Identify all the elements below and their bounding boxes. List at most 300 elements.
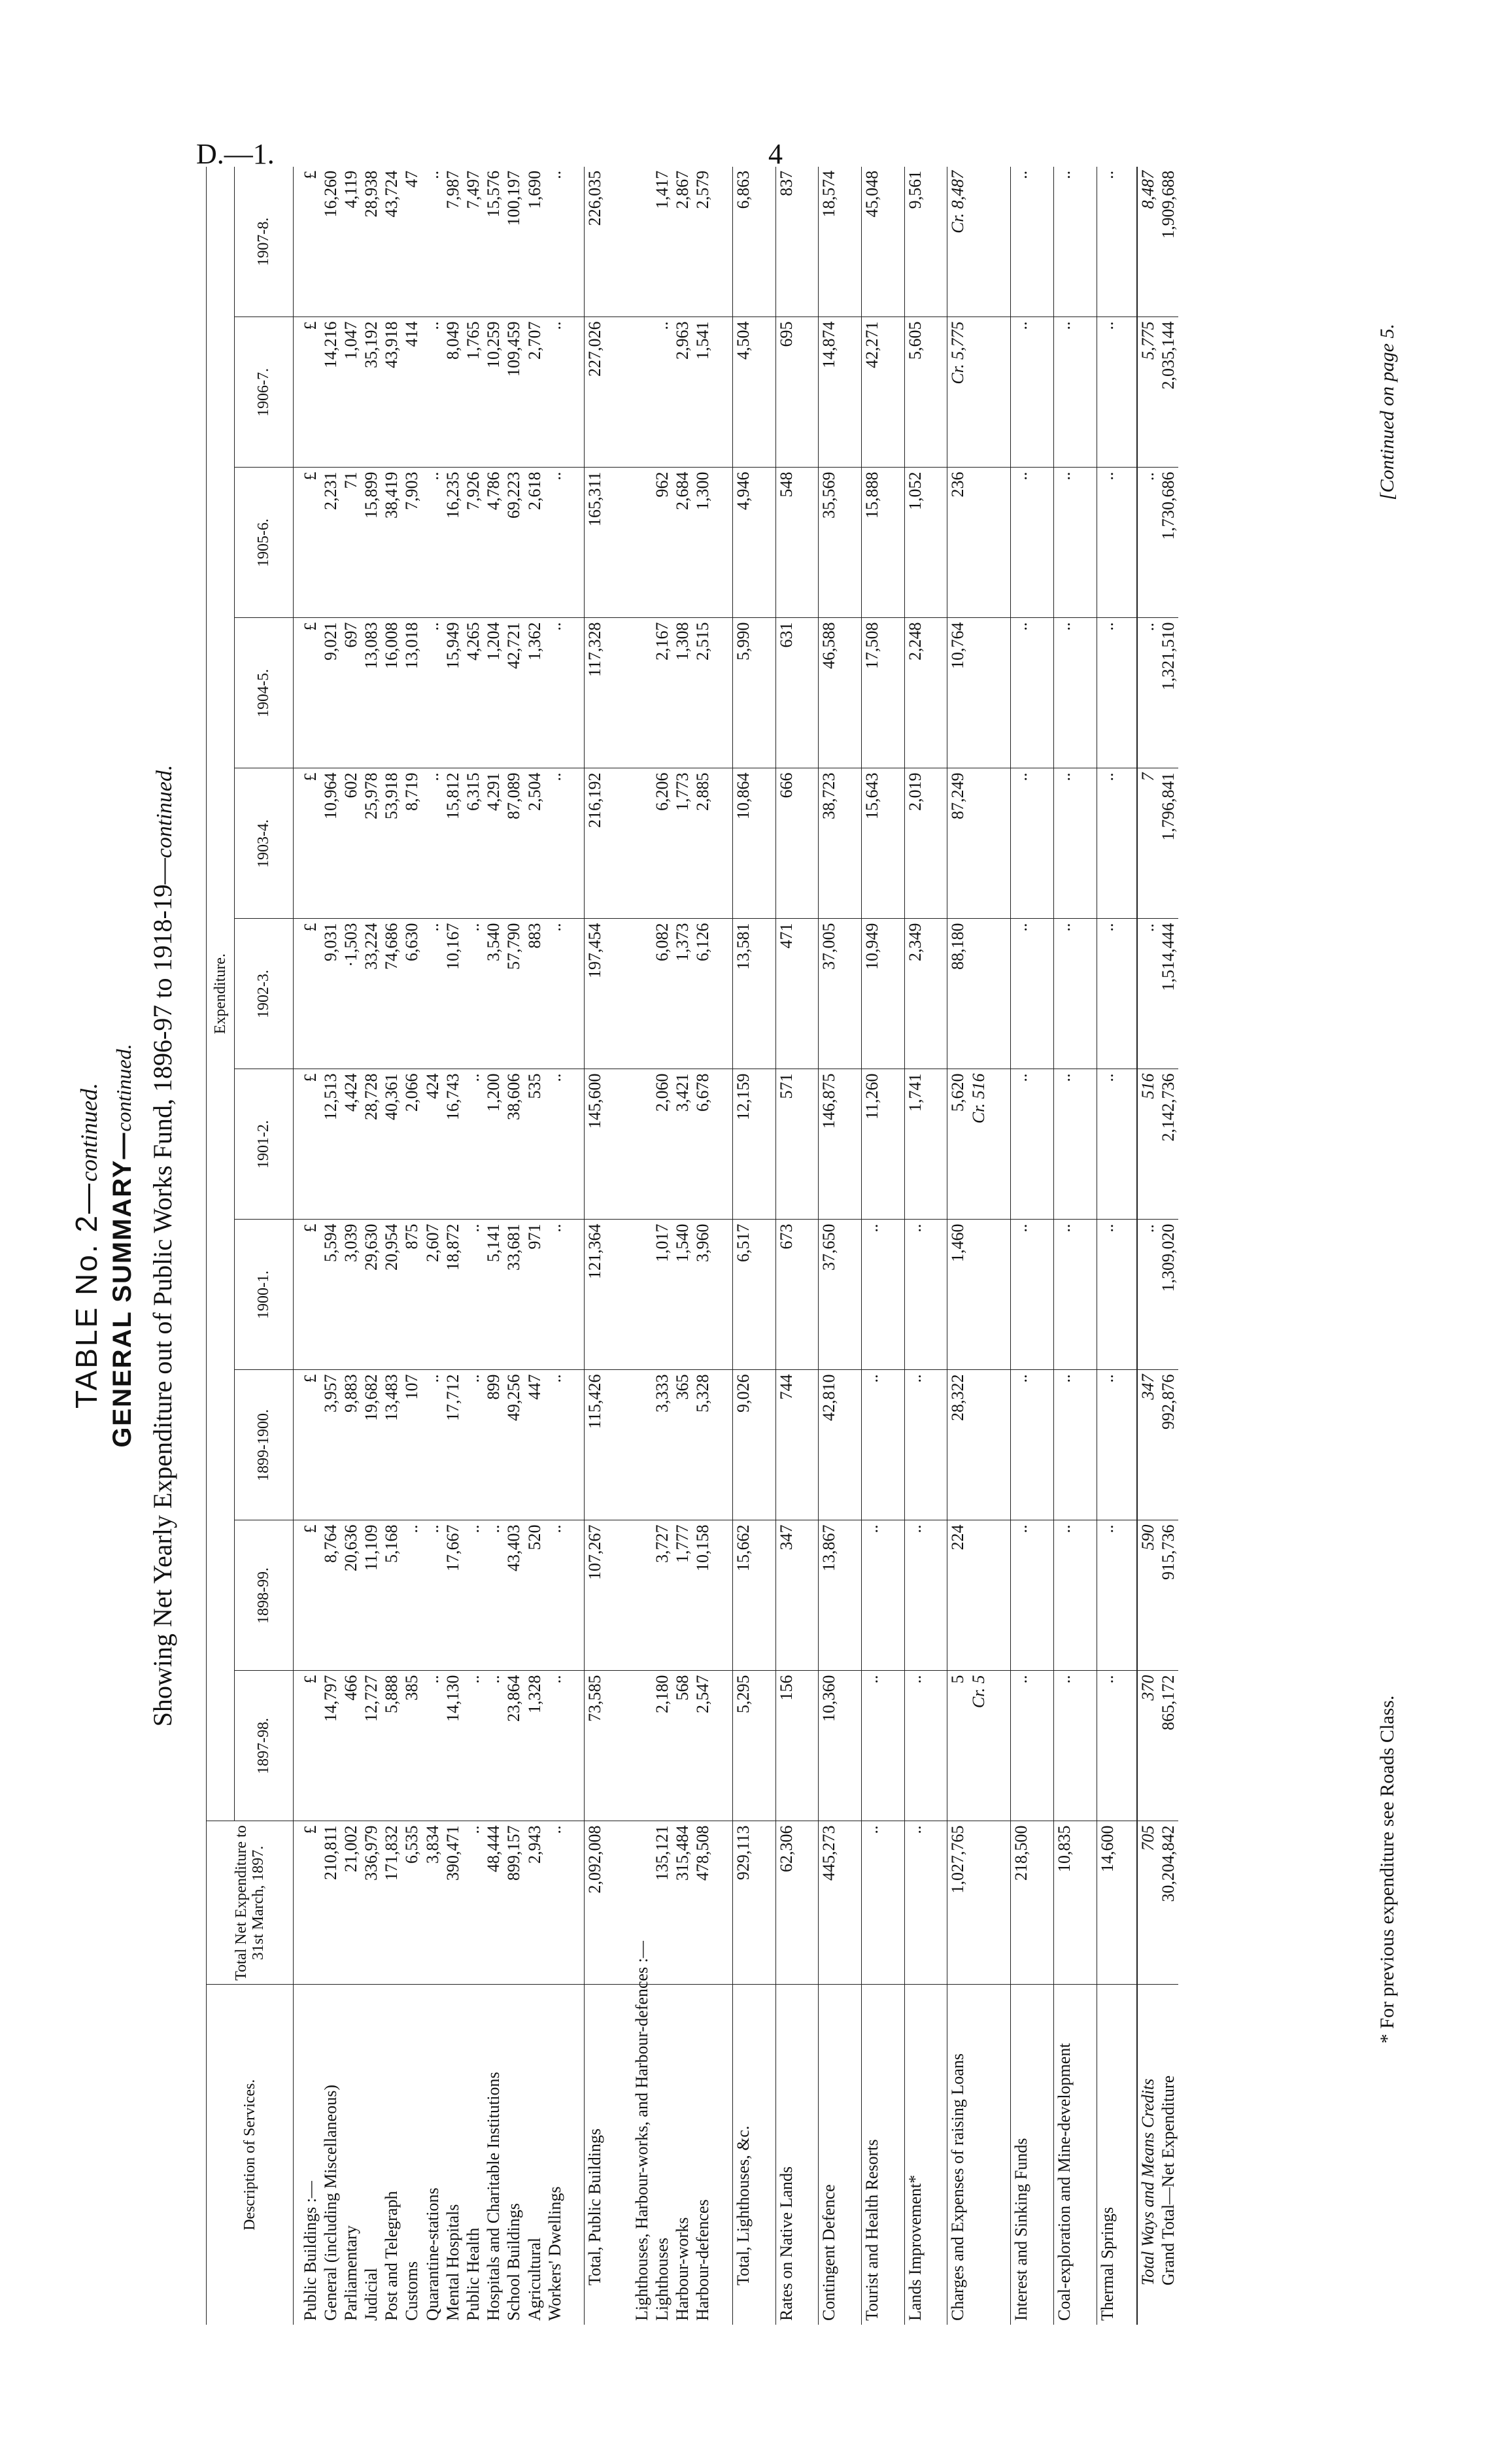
cell-value: .. (1054, 1524, 1074, 1533)
row-label-grand-total: Grand Total—Net Expenditure (1158, 2075, 1178, 2285)
empty-cell (632, 618, 652, 768)
spacer-cell (713, 167, 732, 317)
table-cell (904, 167, 925, 317)
row-label: Contingent Defence (819, 1985, 840, 2325)
table-cell (819, 1520, 840, 1671)
cell-value: 666 (776, 772, 796, 798)
table-cell: 385 (401, 1671, 422, 1821)
table-cell: 7,926 (463, 468, 483, 618)
table-cell: 87,089 (503, 768, 524, 919)
table-cell (775, 468, 796, 618)
table-cell: 5,328 (692, 1370, 713, 1520)
cell-value: .. (1054, 1675, 1074, 1684)
cell-value: 15,643 (862, 772, 881, 819)
cell-value: 146,875 (819, 1073, 839, 1129)
spacer-cell (1074, 167, 1097, 317)
document-reference: D.—1. (196, 138, 275, 170)
table-cell (861, 919, 882, 1069)
table-cell (861, 618, 882, 768)
col-year: 1905-6. (235, 468, 294, 618)
table-cell: 48,444 (483, 1821, 503, 1985)
table-cell: 10,167 (443, 919, 463, 1069)
spacer-cell (294, 1671, 300, 1821)
spacer-cell (294, 1821, 300, 1985)
table-cell: 883 (524, 919, 545, 1069)
table-cell (1011, 768, 1032, 919)
spacer-cell (989, 1370, 1011, 1520)
spacer-cell (605, 317, 632, 468)
row-label: Charges and Expenses of raising Loans (947, 1985, 989, 2325)
table-cell: 49,256 (503, 1370, 524, 1520)
cell-value: 445,273 (819, 1825, 839, 1881)
spacer-cell (753, 1069, 775, 1220)
table-cell (1053, 1520, 1074, 1671)
table-cell: 40,361 (381, 1069, 401, 1220)
table-cell-grand-total: 2,142,736 (1158, 1069, 1178, 1220)
spacer-cell (1031, 468, 1053, 618)
spacer-cell (294, 1220, 300, 1370)
spacer-cell (1031, 1821, 1053, 1985)
table-cell: .. (545, 468, 565, 618)
table-cell: 2,707 (524, 317, 545, 468)
cell-value: 46,588 (819, 622, 839, 669)
spacer-cell (1117, 468, 1137, 618)
table-cell (861, 1520, 882, 1671)
spacer-cell (925, 167, 947, 317)
table-cell (819, 1220, 840, 1370)
table-cell-grand-total: 865,172 (1158, 1671, 1178, 1821)
table-cell (947, 1520, 989, 1671)
spacer-cell (605, 919, 632, 1069)
spacer-cell (713, 1671, 732, 1821)
cell-value: .. (1012, 1675, 1031, 1684)
spacer-cell (565, 618, 585, 768)
cell-value: 42,810 (819, 1374, 839, 1421)
spacer-cell (1074, 1370, 1097, 1520)
table-cell (1053, 919, 1074, 1069)
table-cell: 13,083 (361, 618, 381, 768)
cell-value: 45,048 (862, 170, 881, 218)
col-year: 1899-1900. (235, 1370, 294, 1520)
table-cell: 17,667 (443, 1520, 463, 1671)
cell-value: .. (1054, 1374, 1074, 1383)
cell-value: .. (1012, 622, 1031, 631)
table-cell: 43,724 (381, 167, 401, 317)
table-cell (775, 1520, 796, 1671)
table-cell (819, 468, 840, 618)
table-cell: 3,957 (320, 1370, 341, 1520)
table-cell (1011, 1370, 1032, 1520)
table-cell (904, 317, 925, 468)
cell-value: 62,306 (776, 1825, 796, 1872)
spacer-cell (882, 618, 904, 768)
cell-value: 9,561 (905, 170, 925, 209)
table-cell: 3,039 (341, 1220, 361, 1370)
table-cell: 2,867 (672, 167, 692, 317)
spacer-cell (839, 618, 861, 768)
cell-value: .. (1054, 170, 1074, 179)
spacer-cell (989, 167, 1011, 317)
table-cell: 899 (483, 1370, 503, 1520)
table-cell (1053, 1671, 1074, 1821)
spacer-cell (605, 1821, 632, 1985)
table-cell (775, 1821, 796, 1985)
spacer-cell (713, 919, 732, 1069)
row-label: Rates on Native Lands (775, 1985, 796, 2325)
cell-value: 571 (776, 1073, 796, 1099)
table-cell (904, 919, 925, 1069)
table-cell-credit: 370 (1137, 1671, 1158, 1821)
cell-value: 744 (776, 1374, 796, 1400)
spacer-cell (1074, 919, 1097, 1069)
table-cell-total: 4,504 (732, 317, 753, 468)
table-cell: 38,606 (503, 1069, 524, 1220)
table-cell (775, 1671, 796, 1821)
table-cell: 2,180 (652, 1671, 672, 1821)
table-cell: 29,630 (361, 1220, 381, 1370)
spacer-cell (925, 768, 947, 919)
table-cell: .. (545, 1370, 565, 1520)
table-cell (1097, 1370, 1117, 1520)
currency-symbol: £ (300, 1370, 320, 1520)
col-total-to-1897: Total Net Expenditure to 31st March, 1897. (207, 1821, 294, 1985)
spacer-cell (989, 1985, 1011, 2325)
row-label-total: Total, Public Buildings (585, 1985, 605, 2325)
table-cell-credit: 5,775 (1137, 317, 1158, 468)
table-cell: 14,130 (443, 1671, 463, 1821)
table-cell (819, 167, 840, 317)
spacer-cell (605, 167, 632, 317)
spacer-cell (1074, 768, 1097, 919)
table-cell: 602 (341, 768, 361, 919)
spacer-cell (989, 468, 1011, 618)
spacer-cell (796, 1671, 819, 1821)
cell-value: .. (862, 1223, 881, 1233)
table-cell-grand-total: 1,730,686 (1158, 468, 1178, 618)
cell-value: 695 (776, 321, 796, 347)
currency-symbol: £ (300, 1220, 320, 1370)
cell-value: 1,741 (905, 1073, 925, 1112)
table-cell-total: 6,863 (732, 167, 753, 317)
table-cell: .. (545, 919, 565, 1069)
table-cell: 4,424 (341, 1069, 361, 1220)
spacer-cell (925, 468, 947, 618)
cell-value: 14,600 (1097, 1825, 1117, 1872)
cell-value: .. (862, 1374, 881, 1383)
spacer-cell (1031, 768, 1053, 919)
table-cell: 33,224 (361, 919, 381, 1069)
table-cell (775, 1220, 796, 1370)
cell-value: .. (1054, 1073, 1074, 1082)
cell-value: 15,888 (862, 471, 881, 519)
cell-value: 10,764 (948, 622, 968, 669)
spacer-cell (882, 768, 904, 919)
table-cell: 2,547 (692, 1671, 713, 1821)
spacer-cell (294, 167, 300, 317)
table-cell-total: 216,192 (585, 768, 605, 919)
cell-value: 5,605 (905, 321, 925, 360)
table-cell-total: 165,311 (585, 468, 605, 618)
table-cell: 53,918 (381, 768, 401, 919)
cell-credit: Cr. 5 (968, 1675, 988, 1709)
spacer-cell (1074, 1671, 1097, 1821)
table-cell (1053, 317, 1074, 468)
empty-cell (632, 167, 652, 317)
cell-value: .. (862, 1675, 881, 1684)
table-cell (861, 1821, 882, 1985)
spacer-cell (1117, 768, 1137, 919)
spacer-cell (989, 317, 1011, 468)
spacer-cell (713, 317, 732, 468)
cell-value: .. (1012, 471, 1031, 481)
section-label: Lighthouses, Harbour-works, and Harbour-defences :— (632, 1941, 651, 2321)
table-cell: 7,903 (401, 468, 422, 618)
table-cell: 15,576 (483, 167, 503, 317)
table-cell (947, 768, 989, 919)
table-cell: .. (422, 768, 443, 919)
spacer-cell (713, 1370, 732, 1520)
section-label: Public Buildings :— (300, 2181, 320, 2321)
spacer-cell (565, 768, 585, 919)
cell-value: 471 (776, 923, 796, 949)
table-cell: .. (545, 1520, 565, 1671)
table-cell: 13,018 (401, 618, 422, 768)
table-cell: 697 (341, 618, 361, 768)
table-cell: 1,773 (672, 768, 692, 919)
currency-symbol: £ (300, 1069, 320, 1220)
table-cell (1053, 1220, 1074, 1370)
table-cell: 18,872 (443, 1220, 463, 1370)
table-cell (1011, 618, 1032, 768)
spacer-cell (1074, 1985, 1097, 2325)
table-cell (819, 1370, 840, 1520)
spacer-cell (796, 1220, 819, 1370)
table-cell: 2,618 (524, 468, 545, 618)
table-cell-grand-total: 30,204,842 (1158, 1821, 1178, 1985)
table-cell: .. (422, 167, 443, 317)
spacer-cell (839, 1220, 861, 1370)
cell-value: 218,500 (1012, 1825, 1031, 1881)
table-cell: .. (463, 919, 483, 1069)
table-cell (947, 919, 989, 1069)
cell-value: .. (1012, 923, 1031, 932)
table-cell (775, 618, 796, 768)
spacer-cell (882, 468, 904, 618)
table-cell-total: 5,295 (732, 1671, 753, 1821)
currency-symbol: £ (300, 1520, 320, 1671)
table-cell: .. (545, 1069, 565, 1220)
spacer-cell (1074, 1821, 1097, 1985)
cell-value: .. (1097, 772, 1117, 781)
spacer-cell (753, 1220, 775, 1370)
spacer-cell (605, 618, 632, 768)
table-cell: 14,797 (320, 1671, 341, 1821)
table-cell: .. (422, 618, 443, 768)
cell-value: .. (1012, 1524, 1031, 1533)
spacer-cell (882, 1220, 904, 1370)
table-cell-credit: .. (1137, 1220, 1158, 1370)
cell-value: 156 (776, 1675, 796, 1701)
table-cell: 336,979 (361, 1821, 381, 1985)
table-cell: 3,333 (652, 1370, 672, 1520)
spacer-cell (565, 919, 585, 1069)
cell-value: .. (1097, 471, 1117, 481)
spacer-cell (1117, 1671, 1137, 1821)
spacer-cell (1117, 1220, 1137, 1370)
table-cell-total: 115,426 (585, 1370, 605, 1520)
table-cell (1053, 167, 1074, 317)
table-cell: 1,690 (524, 167, 545, 317)
cell-value: 17,508 (862, 622, 881, 669)
table-cell (861, 167, 882, 317)
spacer-cell (1117, 919, 1137, 1069)
row-label: Public Health (464, 2227, 483, 2321)
table-cell: 1,328 (524, 1671, 545, 1821)
table-cell: 57,790 (503, 919, 524, 1069)
table-cell (775, 768, 796, 919)
table-cell (819, 1069, 840, 1220)
spacer-cell (605, 1520, 632, 1671)
row-label: School Buildings (504, 2203, 524, 2321)
cell-value: 11,260 (862, 1073, 881, 1120)
table-cell (1053, 768, 1074, 919)
table-cell: 390,471 (443, 1821, 463, 1985)
table-cell-total: 15,662 (732, 1520, 753, 1671)
table-cell (861, 468, 882, 618)
table-cell: 10,964 (320, 768, 341, 919)
table-subtitle: GENERAL SUMMARY—continued. (108, 1044, 137, 1448)
cell-value: .. (905, 1524, 925, 1533)
table-cell-credit: 347 (1137, 1370, 1158, 1520)
spacer-cell (989, 768, 1011, 919)
spacer-cell (989, 1220, 1011, 1370)
currency-symbol: £ (300, 1671, 320, 1821)
rotated-table-page (69, 167, 1416, 2325)
spacer-cell (1117, 1069, 1137, 1220)
spacer-cell (796, 468, 819, 618)
table-cell: 5,141 (483, 1220, 503, 1370)
table-cell: .. (422, 468, 443, 618)
table-cell: 33,681 (503, 1220, 524, 1370)
spacer-cell (839, 1370, 861, 1520)
spacer-cell (294, 1370, 300, 1520)
table-cell: .. (401, 1520, 422, 1671)
table-cell: .. (422, 1370, 443, 1520)
table-cell: 8,764 (320, 1520, 341, 1671)
table-cell (1097, 167, 1117, 317)
spacer-cell (1117, 618, 1137, 768)
spacer-cell (1117, 167, 1137, 317)
table-cell: 16,260 (320, 167, 341, 317)
spacer-cell (925, 1821, 947, 1985)
spacer-cell (925, 919, 947, 1069)
spacer-cell (989, 1069, 1011, 1220)
table-cell: 43,403 (503, 1520, 524, 1671)
table-cell: .. (422, 1671, 443, 1821)
table-cell: 20,636 (341, 1520, 361, 1671)
table-cell: 520 (524, 1520, 545, 1671)
empty-cell (632, 919, 652, 1069)
spacer-cell (882, 1069, 904, 1220)
table-cell: 1,777 (672, 1520, 692, 1671)
table-cell: 2,885 (692, 768, 713, 919)
cell-value: .. (1097, 1374, 1117, 1383)
table-cell: 1,541 (692, 317, 713, 468)
table-cell: 2,684 (672, 468, 692, 618)
table-cell (861, 1069, 882, 1220)
cell-value: 18,574 (819, 170, 839, 218)
table-cell (861, 1220, 882, 1370)
table-cell (861, 1671, 882, 1821)
table-cell: 5,888 (381, 1671, 401, 1821)
table-cell-grand-total: 1,796,841 (1158, 768, 1178, 919)
cell-value: 1,027,765 (948, 1825, 968, 1894)
table-cell (819, 1821, 840, 1985)
table-cell: 2,060 (652, 1069, 672, 1220)
empty-cell (632, 468, 652, 618)
table-cell (775, 1370, 796, 1520)
cell-value: .. (905, 1825, 925, 1834)
spacer-cell (713, 1985, 732, 2325)
table-cell: 1,417 (652, 167, 672, 317)
cell-value: 10,835 (1054, 1825, 1074, 1872)
table-cell (904, 1370, 925, 1520)
table-cell: 2,504 (524, 768, 545, 919)
table-cell: 4,119 (341, 167, 361, 317)
table-cell: .. (545, 618, 565, 768)
cell-value: 42,271 (862, 321, 881, 368)
cell-value: .. (905, 1223, 925, 1233)
table-cell (1011, 1220, 1032, 1370)
table-cell: 74,686 (381, 919, 401, 1069)
cell-credit: Cr. 516 (968, 1073, 988, 1124)
table-cell: 35,192 (361, 317, 381, 468)
cell-value: .. (1012, 1374, 1031, 1383)
table-cell: 47 (401, 167, 422, 317)
table-cell: 2,066 (401, 1069, 422, 1220)
spacer-cell (1031, 1985, 1053, 2325)
table-cell: 568 (672, 1671, 692, 1821)
spacer-cell (1074, 1520, 1097, 1671)
table-cell (819, 618, 840, 768)
table-cell: 414 (401, 317, 422, 468)
cell-value: 13,867 (819, 1524, 839, 1571)
table-cell: 25,978 (361, 768, 381, 919)
cell-value: .. (1012, 1223, 1031, 1233)
table-cell (1053, 468, 1074, 618)
currency-symbol: £ (300, 618, 320, 768)
table-cell (1011, 468, 1032, 618)
table-cell-total: 929,113 (732, 1821, 753, 1985)
table-cell: 42,721 (503, 618, 524, 768)
row-label: Thermal Springs (1097, 1985, 1117, 2325)
col-year: 1903-4. (235, 768, 294, 919)
cell-value: .. (905, 1374, 925, 1383)
table-cell: 9,021 (320, 618, 341, 768)
spacer-cell (713, 1821, 732, 1985)
table-cell: 3,540 (483, 919, 503, 1069)
row-label-credits: Total Ways and Means Credits (1137, 1985, 1158, 2325)
table-cell: 15,949 (443, 618, 463, 768)
spacer-cell (1031, 1370, 1053, 1520)
cell-value: .. (1054, 923, 1074, 932)
cell-value: .. (1012, 321, 1031, 330)
spacer-cell (925, 1520, 947, 1671)
row-label: Mental Hospitals (443, 2204, 462, 2321)
table-cell-credit: .. (1137, 919, 1158, 1069)
spacer-cell (1117, 1821, 1137, 1985)
table-cell: .. (463, 1520, 483, 1671)
